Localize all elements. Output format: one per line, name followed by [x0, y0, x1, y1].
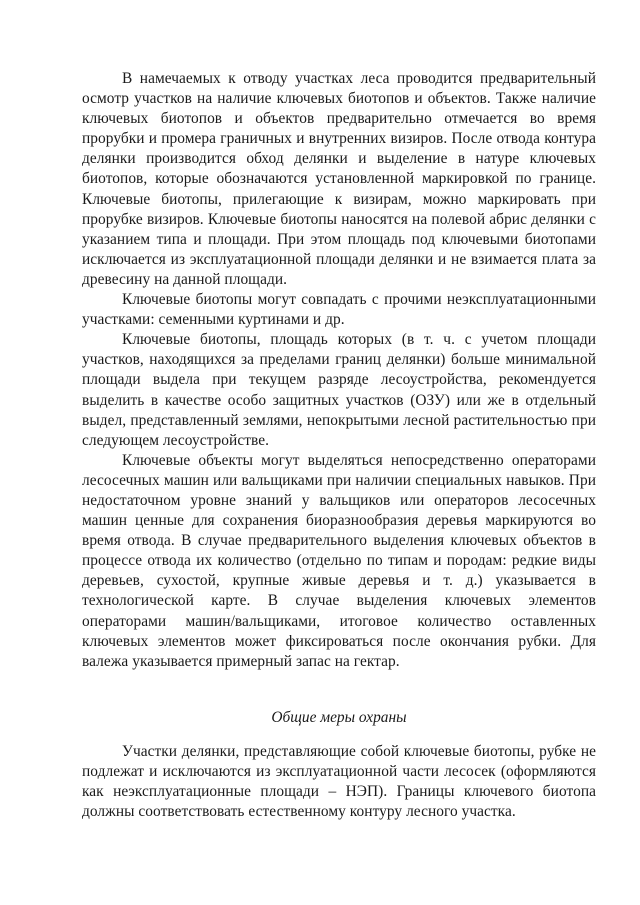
paragraph-non-exploitation-areas: Ключевые биотопы могут совпадать с прочими неэксплуатационными участками: семенными куртинами и др. — [82, 291, 596, 329]
paragraph-key-biotopes-survey: В намечаемых к отводу участках леса проводится предварительный осмотр участков на наличие ключевых биотопов и объектов. Также наличие ключевых биотопов и объектов предварительно отмечается во время прорубки и промера граничных и внутренних визиров. После отвода контура делянки производится обход делянки и выделение в натуре ключевых биотопов, которые обозначаются установленной маркировкой по границе. Ключевые биотопы, прилегающие к визирам, можно маркировать при прорубке визиров. Ключевые биотопы наносятся на полевой абрис делянки с указанием типа и площади. При этом площадь под ключевыми биотопами исключается из эксплуатационной площади делянки и не взимается плата за древесину на данной площади. — [82, 70, 596, 288]
section-spacer — [82, 672, 596, 708]
heading-spacer — [82, 728, 596, 742]
document-page — [82, 69, 596, 822]
paragraph-protective-plots: Ключевые биотопы, площадь которых (в т. ч. с учетом площади участков, находящихся за пределами границ делянки) больше минимальной площади выдела при текущем разряде лесоустройства, рекомендуется выделить в качестве особо защитных участков (ОЗУ) или же в отдельный выдел, представленный землями, непокрытыми лесной растительностью при следующем лесоустройстве. — [82, 331, 596, 449]
paragraph-general-protection: Участки делянки, представляющие собой ключевые биотопы, рубке не подлежат и исключаются из эксплуатационной части лесосек (оформляются как неэксплуатационные площади – НЭП). Границы ключевого биотопа должны соответствовать естественному контуру лесного участка. — [82, 742, 596, 821]
paragraph-key-objects: Ключевые объекты могут выделяться непосредственно операторами лесосечных машин или вальщиками при наличии специальных навыков. При недостаточном уровне знаний у вальщиков или операторов лесосечных машин ценные для сохранения биоразнообразия деревья маркируются во время отвода. В случае предварительного выделения ключевых объектов в процессе отвода их количество (отдельно по типам и породам: редкие виды деревьев, сухостой, крупные живые деревья и т. д.) указывается в технологической карте. В случае выделения ключевых элементов операторами машин/вальщиками, итоговое количество оставленных ключевых элементов может фиксироваться после окончания рубки. Для валежа указывается примерный запас на гектар. — [82, 451, 596, 670]
section-heading: Общие меры охраны — [271, 708, 407, 726]
